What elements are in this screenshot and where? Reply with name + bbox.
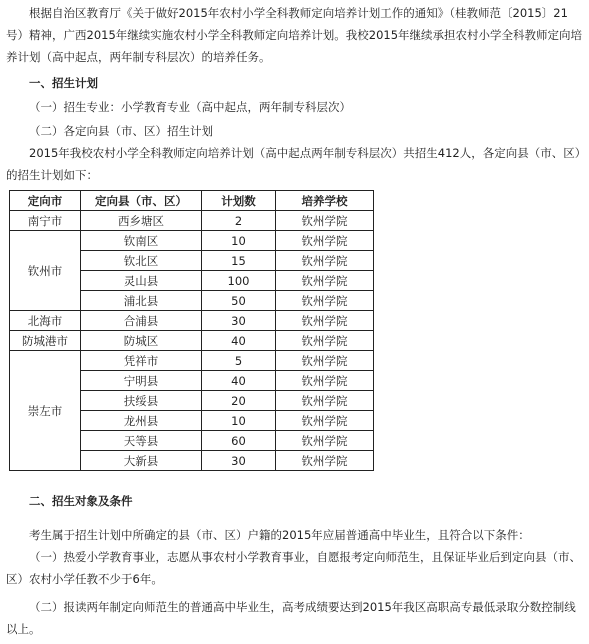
school-cell: 钦州学院 — [276, 351, 374, 371]
city-cell: 南宁市 — [10, 211, 81, 231]
school-cell: 钦州学院 — [276, 451, 374, 471]
enrollment-major-line: （一）招生专业：小学教育专业（高中起点，两年制专科层次） — [29, 100, 351, 114]
school-cell: 钦州学院 — [276, 411, 374, 431]
county-cell: 扶绥县 — [81, 391, 202, 411]
county-cell: 大新县 — [81, 451, 202, 471]
count-cell: 15 — [202, 251, 276, 271]
school-cell: 钦州学院 — [276, 231, 374, 251]
condition-1-paragraph: （一）热爱小学教育事业，志愿从事农村小学教育事业，自愿报考定向师范生，且保证毕业后到定向县（市、区）农村小学任教不少于6年。 — [6, 550, 581, 586]
section-heading-eligibility: 二、招生对象及条件 — [29, 494, 133, 508]
county-cell: 宁明县 — [81, 371, 202, 391]
school-cell: 钦州学院 — [276, 251, 374, 271]
school-cell: 钦州学院 — [276, 291, 374, 311]
county-cell: 天等县 — [81, 431, 202, 451]
header-school: 培养学校 — [276, 191, 374, 211]
school-cell: 钦州学院 — [276, 331, 374, 351]
county-plan-subheading: （二）各定向县（市、区）招生计划 — [29, 124, 213, 138]
table-row — [10, 331, 374, 351]
plan-summary-paragraph: 2015年我校农村小学全科教师定向培养计划（高中起点两年制专科层次）共招生412人，各定向县（市、区）的招生计划如下： — [6, 146, 581, 182]
city-cell: 崇左市 — [10, 351, 81, 471]
intro-paragraph: 根据自治区教育厅《关于做好2015年农村小学全科教师定向培养计划工作的通知》（桂教师范〔2015〕21号）精神，广西2015年继续实施农村小学全科教师定向培养计划。我校2015年继续承担农村小学全科教师定向培养计划（高中起点，两年制专科层次）的培养任务。 — [6, 6, 583, 64]
school-cell: 钦州学院 — [276, 391, 374, 411]
county-cell: 西乡塘区 — [81, 211, 202, 231]
county-cell: 凭祥市 — [81, 351, 202, 371]
table-header-row — [10, 191, 374, 211]
count-cell: 5 — [202, 351, 276, 371]
count-cell: 10 — [202, 231, 276, 251]
count-cell: 100 — [202, 271, 276, 291]
header-county: 定向县（市、区） — [81, 191, 202, 211]
county-cell: 灵山县 — [81, 271, 202, 291]
city-cell: 北海市 — [10, 311, 81, 331]
section-heading-enrollment-plan: 一、招生计划 — [29, 76, 98, 90]
count-cell: 50 — [202, 291, 276, 311]
school-cell: 钦州学院 — [276, 311, 374, 331]
count-cell: 10 — [202, 411, 276, 431]
table-row — [10, 351, 374, 371]
table-row — [10, 231, 374, 251]
count-cell: 2 — [202, 211, 276, 231]
count-cell: 30 — [202, 311, 276, 331]
county-cell: 钦北区 — [81, 251, 202, 271]
school-cell: 钦州学院 — [276, 271, 374, 291]
count-cell: 40 — [202, 331, 276, 351]
county-cell: 防城区 — [81, 331, 202, 351]
condition-2-paragraph: （二）报读两年制定向师范生的普通高中毕业生，高考成绩要达到2015年我区高职高专最低录取分数控制线以上。 — [6, 600, 576, 636]
school-cell: 钦州学院 — [276, 211, 374, 231]
school-cell: 钦州学院 — [276, 371, 374, 391]
eligibility-intro: 考生属于招生计划中所确定的县（市、区）户籍的2015年应届普通高中毕业生，且符合以下条件： — [29, 528, 530, 542]
school-cell: 钦州学院 — [276, 431, 374, 451]
count-cell: 30 — [202, 451, 276, 471]
table-row — [10, 311, 374, 331]
count-cell: 40 — [202, 371, 276, 391]
city-cell: 防城港市 — [10, 331, 81, 351]
enrollment-plan-table — [9, 190, 374, 471]
county-cell: 合浦县 — [81, 311, 202, 331]
header-plan-count: 计划数 — [202, 191, 276, 211]
count-cell: 60 — [202, 431, 276, 451]
count-cell: 20 — [202, 391, 276, 411]
county-cell: 钦南区 — [81, 231, 202, 251]
table-row — [10, 211, 374, 231]
city-cell: 钦州市 — [10, 231, 81, 311]
header-city: 定向市 — [10, 191, 81, 211]
county-cell: 龙州县 — [81, 411, 202, 431]
county-cell: 浦北县 — [81, 291, 202, 311]
